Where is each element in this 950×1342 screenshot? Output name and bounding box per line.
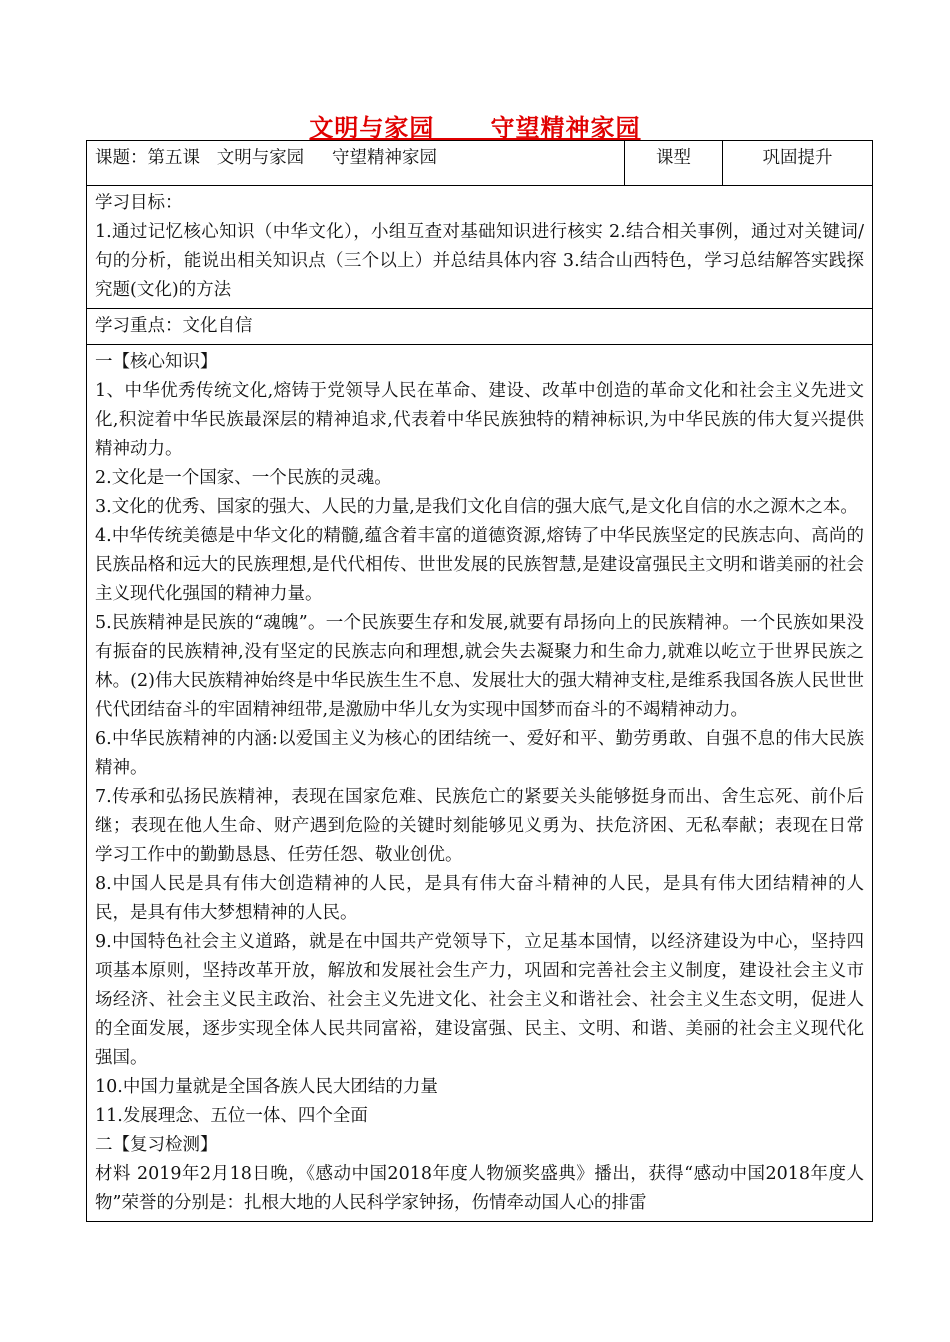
core-item: 11.发展理念、五位一体、四个全面 xyxy=(95,1106,368,1126)
core-item: 10.中国力量就是全国各族人民大团结的力量 xyxy=(95,1077,438,1097)
lesson-type-label: 课型 xyxy=(625,141,723,186)
core-item: 2.文化是一个国家、一个民族的灵魂。 xyxy=(95,468,392,488)
core-item: 3.文化的优秀、国家的强大、人民的力量,是我们文化自信的强大底气,是文化自信的水之源木之本。 xyxy=(95,497,858,517)
focus-row xyxy=(87,309,873,345)
lesson-plan-table xyxy=(86,140,873,1222)
core-knowledge-heading: 一【核心知识】 xyxy=(95,352,218,372)
core-item: 9.中国特色社会主义道路，就是在中国共产党领导下，立足基本国情，以经济建设为中心，坚持四项基本原则，坚持改革开放，解放和发展社会生产力，巩固和完善社会主义制度，建设社会主义市场经济、社会主义民主政治、社会主义先进文化、社会主义和谐社会、社会主义生态文明，促进人的全面发展，逐步实现全体人民共同富裕，建设富强、民主、文明、和谐、美丽的社会主义现代化强国。 xyxy=(95,932,864,1068)
core-item: 4.中华传统美德是中华文化的精髓,蕴含着丰富的道德资源,熔铸了中华民族坚定的民族志向、高尚的民族品格和远大的民族理想,是代代相传、世世发展的民族智慧,是建设富强民主文明和谐美丽的社会主义现代化强国的精神力量。 xyxy=(95,526,864,604)
lesson-topic-cell: 课题：第五课 文明与家园 守望精神家园 xyxy=(87,141,625,186)
focus-cell: 学习重点：文化自信 xyxy=(87,309,873,345)
core-item: 6.中华民族精神的内涵:以爱国主义为核心的团结统一、爱好和平、勤劳勇敢、自强不息的伟大民族精神。 xyxy=(95,729,864,778)
core-item: 5.民族精神是民族的“魂魄”。一个民族要生存和发展,就要有昂扬向上的民族精神。一个民族如果没有振奋的民族精神,没有坚定的民族志向和理想,就会失去凝聚力和生命力,就难以屹立于世界民族之林。(2)伟大民族精神始终是中华民族生生不息、发展壮大的强大精神支柱,是维系我国各族人民世世代代团结奋斗的牢固精神纽带,是激励中华儿女为实现中国梦而奋斗的不竭精神动力。 xyxy=(95,613,864,720)
core-item: 7.传承和弘扬民族精神，表现在国家危难、民族危亡的紧要关头能够挺身而出、舍生忘死、前仆后继；表现在他人生命、财产遇到危险的关键时刻能够见义勇为、扶危济困、无私奉献；表现在日常学习工作中的勤勤恳恳、任劳任怨、敬业创优。 xyxy=(95,787,864,865)
document-title: 文明与家园 守望精神家园 xyxy=(309,113,641,142)
objectives-cell xyxy=(87,186,873,309)
content-row xyxy=(87,345,873,1222)
lesson-type-value: 巩固提升 xyxy=(723,141,873,186)
header-row xyxy=(87,141,873,186)
objectives-text: 1.通过记忆核心知识（中华文化），小组互查对基础知识进行核实 2.结合相关事例，通过对关键词/句的分析，能说出相关知识点（三个以上）并总结具体内容 3.结合山西特色，学习总结解答实践探究题(文化)的方法 xyxy=(95,222,864,300)
content-cell xyxy=(87,345,873,1222)
review-heading: 二【复习检测】 xyxy=(95,1135,218,1155)
core-item: 1、中华优秀传统文化,熔铸于党领导人民在革命、建设、改革中创造的革命文化和社会主义先进文化,积淀着中华民族最深层的精神追求,代表着中华民族独特的精神标识,为中华民族的伟大复兴提供精神动力。 xyxy=(95,381,864,459)
review-material: 材料 2019年2月18日晚，《感动中国2018年度人物颁奖盛典》播出，获得“感动中国2018年度人物”荣誉的分别是：扎根大地的人民科学家钟扬，伤情牵动国人心的排雷 xyxy=(95,1164,864,1213)
objectives-label: 学习目标： xyxy=(95,193,183,213)
core-item: 8.中国人民是具有伟大创造精神的人民，是具有伟大奋斗精神的人民，是具有伟大团结精神的人民，是具有伟大梦想精神的人民。 xyxy=(95,874,864,923)
objectives-row xyxy=(87,186,873,309)
